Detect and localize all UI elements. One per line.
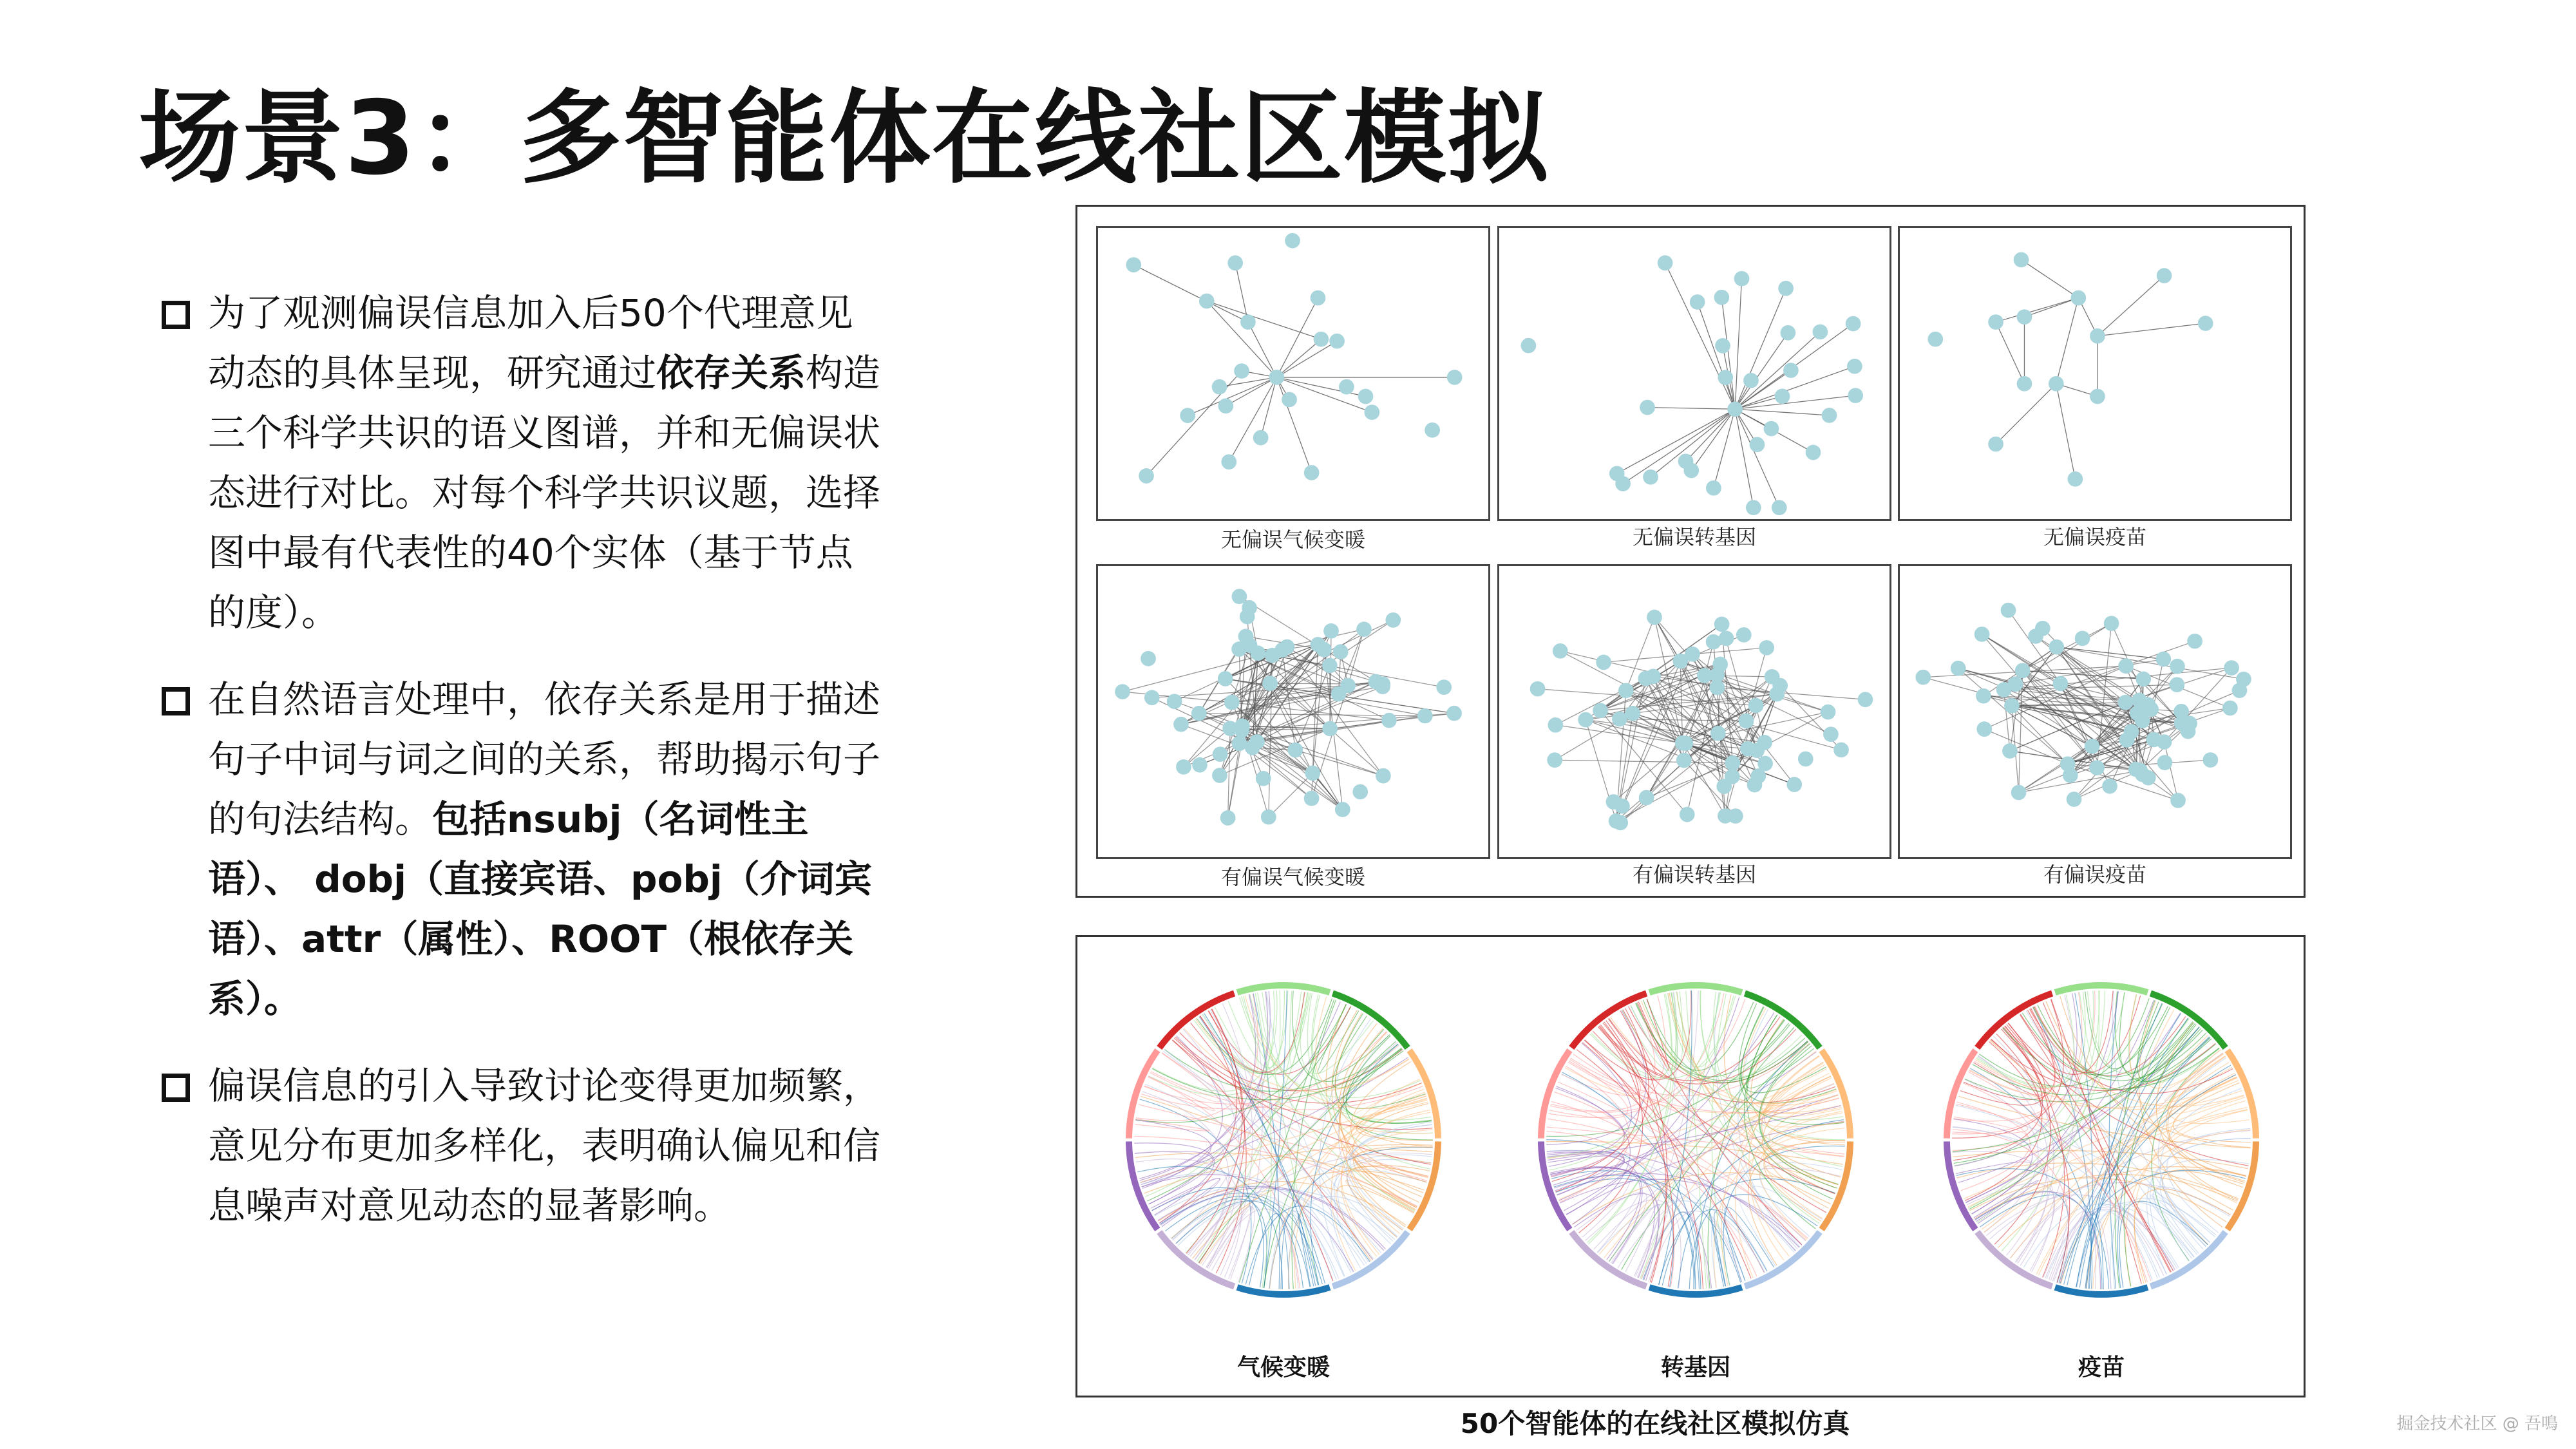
graph-edge [1996, 384, 2056, 444]
graph-node [1167, 694, 1182, 709]
graph-node [2067, 791, 2082, 807]
chord-arc [1977, 1232, 2052, 1287]
graph-edge [1229, 377, 1276, 462]
graph-node [1638, 671, 1654, 687]
graph-edge [2056, 647, 2244, 679]
graph-node [1311, 637, 1326, 652]
bullet-item [158, 670, 886, 1029]
graph-node [1647, 610, 1662, 625]
graph-node [1126, 257, 1141, 272]
graph-node [1749, 743, 1765, 758]
graph-node [2015, 663, 2031, 679]
graph-node [1996, 682, 2012, 697]
graph-node [2089, 760, 2105, 775]
graph-node [2017, 309, 2032, 325]
graph-node [2119, 732, 2135, 748]
graph-node [1685, 647, 1700, 662]
network-graph [1900, 228, 2290, 519]
chord-link [1186, 1009, 1242, 1253]
graph-node [2090, 389, 2105, 404]
graph-node [2002, 743, 2018, 759]
graph-node [2157, 755, 2173, 770]
graph-node [2181, 724, 2196, 739]
graph-edge [1691, 409, 1735, 470]
graph-node [2102, 779, 2117, 794]
chord-link [1764, 1113, 1842, 1218]
graph-node [1847, 359, 1862, 374]
graph-node [1988, 314, 2003, 330]
network-graph [1900, 566, 2290, 857]
graph-node [1727, 401, 1743, 417]
graph-node [1951, 661, 1966, 676]
graph-node [1425, 422, 1440, 438]
graph-node [1764, 421, 1779, 437]
graph-node [1232, 589, 1247, 604]
graph-node [1821, 705, 1836, 720]
graph-node [1180, 408, 1195, 423]
graph-node [1618, 683, 1634, 698]
network-graph [1499, 566, 1889, 857]
graph-node [1358, 389, 1374, 404]
graph-node [1304, 465, 1320, 480]
chord-link [1211, 1208, 1252, 1279]
chord-caption: 转基因 [1660, 1354, 1730, 1381]
graph-node [2090, 328, 2105, 344]
graph-node [1304, 791, 1320, 806]
graph-node [1748, 698, 1764, 714]
graph-node [1240, 314, 1256, 330]
graph-node [1718, 370, 1733, 385]
graph-node [1285, 233, 1300, 249]
graph-node [1715, 338, 1730, 354]
graph-edge [1996, 322, 2024, 384]
graph-node [1615, 476, 1631, 491]
graph-node [1269, 370, 1284, 385]
graph-node [1232, 735, 1247, 751]
graph-node [1365, 404, 1380, 420]
graph-node [1234, 363, 1249, 379]
graph-node [1640, 400, 1655, 415]
graph-node [1199, 294, 1215, 309]
graph-node [2130, 706, 2145, 721]
graph-node [1806, 445, 1821, 460]
graph-node [1772, 500, 1787, 515]
graph-node [2174, 704, 2189, 719]
graph-node [1262, 676, 1278, 691]
graph-node [1822, 408, 1837, 423]
graph-node [1976, 688, 1991, 704]
graph-edge [2056, 298, 2079, 384]
graph-node [1757, 756, 1773, 772]
bullet-text: 偏误信息的引入导致讨论变得更加频繁，意见分布更加多样化，表明确认偏见和信息噪声对意见动态的显著影响。 [208, 1064, 881, 1227]
graph-node [1593, 703, 1608, 718]
graph-node [1305, 766, 1320, 781]
graph-node [1743, 373, 1759, 388]
graph-node [1436, 679, 1452, 695]
graph-node [1746, 500, 1761, 515]
graph-node [1548, 717, 1563, 733]
graph-subplot [1898, 226, 2292, 521]
graph-node [1356, 621, 1372, 637]
graph-node [1192, 757, 1208, 773]
chord-diagram [1116, 943, 1451, 1330]
graph-node [1256, 771, 1271, 786]
graph-node [2156, 652, 2172, 667]
graph-node [1734, 271, 1750, 287]
graph-node [1658, 255, 1673, 270]
graph-node [1612, 712, 1627, 727]
graph-node [1235, 723, 1250, 738]
graph-node [1680, 807, 1695, 822]
graph-node [1288, 743, 1303, 758]
graph-node [1988, 437, 2003, 452]
graph-edge [1276, 339, 1321, 377]
graph-node [1339, 379, 1354, 395]
graph-node [1606, 794, 1622, 810]
graph-node [1265, 648, 1280, 663]
graph-node [1775, 389, 1790, 404]
chord-link [1135, 1152, 1228, 1260]
graph-node [2157, 268, 2172, 283]
graph-node [1639, 790, 1654, 806]
graph-node [1141, 651, 1156, 667]
graph-node [1521, 338, 1537, 354]
graph-node [1643, 469, 1658, 485]
graph-edge [2098, 276, 2164, 336]
chord-arc [2055, 1287, 2148, 1294]
graph-node [2118, 695, 2134, 710]
graph-node [1242, 600, 1257, 616]
graph-node [2001, 603, 2016, 618]
chord-link [2020, 995, 2076, 1265]
graph-node [1578, 712, 1593, 728]
graph-edge [2097, 760, 2210, 768]
graph-caption: 有偏误气候变暖 [1220, 865, 1365, 889]
graph-edge [2056, 384, 2076, 479]
chord-diagram [1528, 943, 1863, 1330]
graph-node [2187, 634, 2202, 649]
graph-edge [2056, 647, 2125, 703]
graph-node [1714, 616, 1730, 632]
graph-node [1547, 752, 1562, 768]
graph-node [1218, 671, 1233, 687]
graph-node [1846, 316, 1861, 332]
graph-edge [1984, 729, 2067, 764]
network-graph [1098, 566, 1488, 857]
graph-node [1446, 706, 1462, 721]
graph-edge [2024, 298, 2078, 317]
graph-subplot [1497, 226, 1891, 521]
graph-edge [1235, 263, 1248, 322]
bullet-text: 在自然语言处理中，依存关系是用于描述句子中词与词之间的关系，帮助揭示句子的句法结构。包括nsubj（名词性主语）、 dobj（直接宾语、pobj（介词宾语）、attr（属性）、ROOT（根依存关系）。 [208, 677, 881, 1021]
graph-node [2224, 660, 2239, 676]
graph-node [1329, 334, 1345, 349]
graph-node [1144, 690, 1160, 705]
graph-node [1322, 721, 1338, 737]
graph-node [2141, 770, 2156, 786]
bullet-item [158, 283, 886, 643]
chord-caption: 气候变暖 [1236, 1354, 1330, 1381]
graph-edge [2012, 641, 2195, 706]
graph-node [2170, 659, 2185, 674]
graph-node [1191, 706, 1207, 721]
graph-node [1417, 708, 1433, 724]
checkbox-icon [162, 1074, 190, 1102]
graph-node [1238, 629, 1254, 644]
graph-node [1976, 721, 1992, 737]
chord-arc [1332, 994, 1407, 1048]
graph-node [1719, 630, 1734, 646]
graph-node [1333, 644, 1349, 659]
graph-subplot [1096, 226, 1490, 521]
graph-caption: 无偏误疫苗 [2043, 525, 2146, 549]
graph-node [2157, 734, 2172, 750]
graph-node [1975, 627, 1990, 642]
graph-node [1710, 726, 1726, 741]
graph-node [1625, 706, 1640, 721]
graph-node [1739, 714, 1754, 729]
graph-subplot [1096, 564, 1490, 859]
bullet-list [158, 283, 886, 1263]
graph-node [1706, 480, 1721, 496]
graph-caption: 无偏误气候变暖 [1220, 527, 1365, 552]
chord-arc [2055, 985, 2148, 992]
graph-subplot [1497, 564, 1891, 859]
graph-node [2049, 376, 2064, 392]
checkbox-icon [162, 301, 190, 329]
graph-node [2170, 677, 2185, 692]
graph-node [1927, 332, 1943, 347]
graph-node [1678, 735, 1693, 751]
graph-node [1813, 324, 1828, 339]
graph-node [1781, 325, 1796, 341]
chord-arc [1410, 1141, 1438, 1229]
graph-edge [2022, 260, 2079, 298]
network-graph [1098, 228, 1488, 519]
graph-node [1728, 808, 1743, 824]
graph-node [1212, 768, 1227, 783]
graph-node [1690, 294, 1705, 310]
graph-node [1798, 752, 1814, 767]
graph-caption: 有偏误疫苗 [2043, 862, 2146, 887]
graph-node [1322, 658, 1338, 674]
chord-link [1290, 990, 1308, 1065]
graph-node [2222, 701, 2238, 716]
graph-edge [1698, 302, 1735, 409]
figure-caption: 50个智能体的在线社区模拟仿真 [1460, 1408, 1850, 1439]
chord-arc [1541, 1050, 1569, 1139]
graph-node [1725, 769, 1740, 784]
graph-node [2017, 376, 2032, 392]
semantic-graph-panel [1075, 205, 2306, 898]
graph-node [1385, 612, 1401, 628]
chord-arc [1947, 1141, 1975, 1229]
chord-diagram-panel [1075, 935, 2306, 1397]
graph-edge [1996, 298, 2078, 323]
graph-node [1261, 810, 1276, 825]
graph-caption: 有偏误转基因 [1632, 862, 1756, 887]
graph-node [1858, 692, 1873, 707]
graph-node [2104, 616, 2119, 631]
graph-node [1253, 430, 1269, 446]
graph-edge [1261, 377, 1277, 438]
graph-node [1280, 639, 1295, 655]
graph-node [1213, 746, 1228, 762]
chord-arc [1237, 985, 1330, 992]
graph-node [2232, 683, 2248, 698]
graph-caption: 无偏误转基因 [1632, 525, 1756, 549]
graph-node [2004, 698, 2020, 714]
graph-edge [1680, 661, 1682, 743]
graph-node [1783, 363, 1799, 378]
graph-edge [1647, 408, 1735, 410]
bullet-text: 为了观测偏误信息加入后50个代理意见动态的具体呈现，研究通过依存关系构造三个科学共识的语义图谱，并和无偏误状态进行对比。对每个科学共识议题，选择图中最有代表性的40个实体（基于节点的度）。 [208, 291, 881, 634]
graph-node [1833, 743, 1849, 758]
graph-edge [1184, 743, 1240, 767]
graph-node [2011, 785, 2027, 800]
graph-edge [2098, 323, 2206, 336]
graph-node [1314, 332, 1329, 347]
graph-node [1139, 468, 1154, 484]
graph-node [2049, 639, 2064, 655]
graph-node [1596, 655, 1611, 670]
graph-node [2014, 252, 2029, 268]
graph-node [2053, 676, 2069, 692]
graph-node [1736, 627, 1752, 643]
checkbox-icon [162, 687, 190, 715]
graph-node [1676, 753, 1692, 768]
graph-node [1311, 290, 1326, 306]
graph-node [2068, 471, 2083, 487]
graph-node [1220, 810, 1236, 826]
graph-node [1323, 623, 1339, 639]
graph-node [1709, 667, 1725, 683]
page-title: 场景3：多智能体在线社区模拟 [138, 79, 1550, 198]
graph-node [1176, 759, 1191, 775]
graph-node [1530, 681, 1546, 697]
chord-link [1603, 1023, 1835, 1194]
graph-node [2075, 630, 2090, 646]
graph-node [2060, 756, 2076, 772]
graph-node [2136, 672, 2151, 687]
watermark: 掘金技术社区 @ 吾鳴 [2396, 1414, 2558, 1434]
chord-arc [2228, 1141, 2256, 1229]
graph-node [1376, 768, 1391, 784]
chord-caption: 疫苗 [2078, 1354, 2125, 1381]
chord-arc [1129, 1141, 1157, 1229]
graph-node [1218, 398, 1234, 413]
graph-node [1381, 713, 1397, 728]
chord-arc [1745, 1232, 1819, 1287]
graph-node [1352, 784, 1368, 800]
graph-edge [1617, 409, 1735, 473]
bullet-item [158, 1056, 886, 1236]
graph-node [1249, 734, 1265, 750]
chord-link [2147, 1139, 2251, 1274]
graph-node [1227, 255, 1243, 270]
graph-edge [1276, 377, 1311, 473]
network-graph [1499, 228, 1889, 519]
graph-node [2198, 316, 2213, 331]
graph-node [1375, 679, 1390, 694]
graph-node [2203, 752, 2219, 768]
graph-node [1750, 437, 1765, 452]
graph-node [1759, 640, 1774, 656]
graph-node [2035, 621, 2050, 636]
graph-node [2170, 793, 2186, 808]
graph-subplot [1898, 564, 2292, 859]
graph-node [1282, 392, 1297, 408]
graph-node [1848, 388, 1863, 403]
chord-arc [1237, 1287, 1330, 1294]
graph-node [1823, 726, 1839, 742]
graph-edge [1735, 409, 1829, 415]
graph-node [1915, 670, 1931, 685]
graph-node [2070, 290, 2086, 306]
graph-node [2085, 739, 2100, 754]
graph-node [1212, 379, 1227, 395]
graph-node [1786, 777, 1802, 792]
graph-node [1447, 370, 1463, 385]
graph-node [1335, 802, 1350, 817]
graph-edge [1248, 322, 1276, 377]
graph-edge [1683, 712, 1828, 743]
graph-node [1778, 281, 1794, 296]
chord-diagram [1934, 943, 2269, 1330]
graph-node [1706, 634, 1721, 650]
graph-node [1714, 290, 1730, 305]
graph-node [1173, 717, 1189, 732]
chord-arc [1649, 985, 1742, 992]
graph-node [1725, 755, 1741, 771]
graph-node [1747, 777, 1763, 793]
graph-edge [1665, 263, 1736, 409]
graph-node [1115, 684, 1130, 699]
graph-edge [1133, 265, 1248, 322]
graph-edge [1654, 618, 1680, 661]
graph-edge [1735, 279, 1741, 410]
graph-node [2118, 658, 2134, 674]
graph-node [1331, 687, 1347, 702]
graph-node [1224, 695, 1240, 710]
graph-node [1678, 453, 1694, 469]
graph-node [1613, 815, 1628, 831]
chord-link [1669, 993, 1841, 1177]
graph-node [1221, 454, 1236, 469]
graph-node [1553, 643, 1568, 659]
graph-node [1772, 678, 1788, 694]
